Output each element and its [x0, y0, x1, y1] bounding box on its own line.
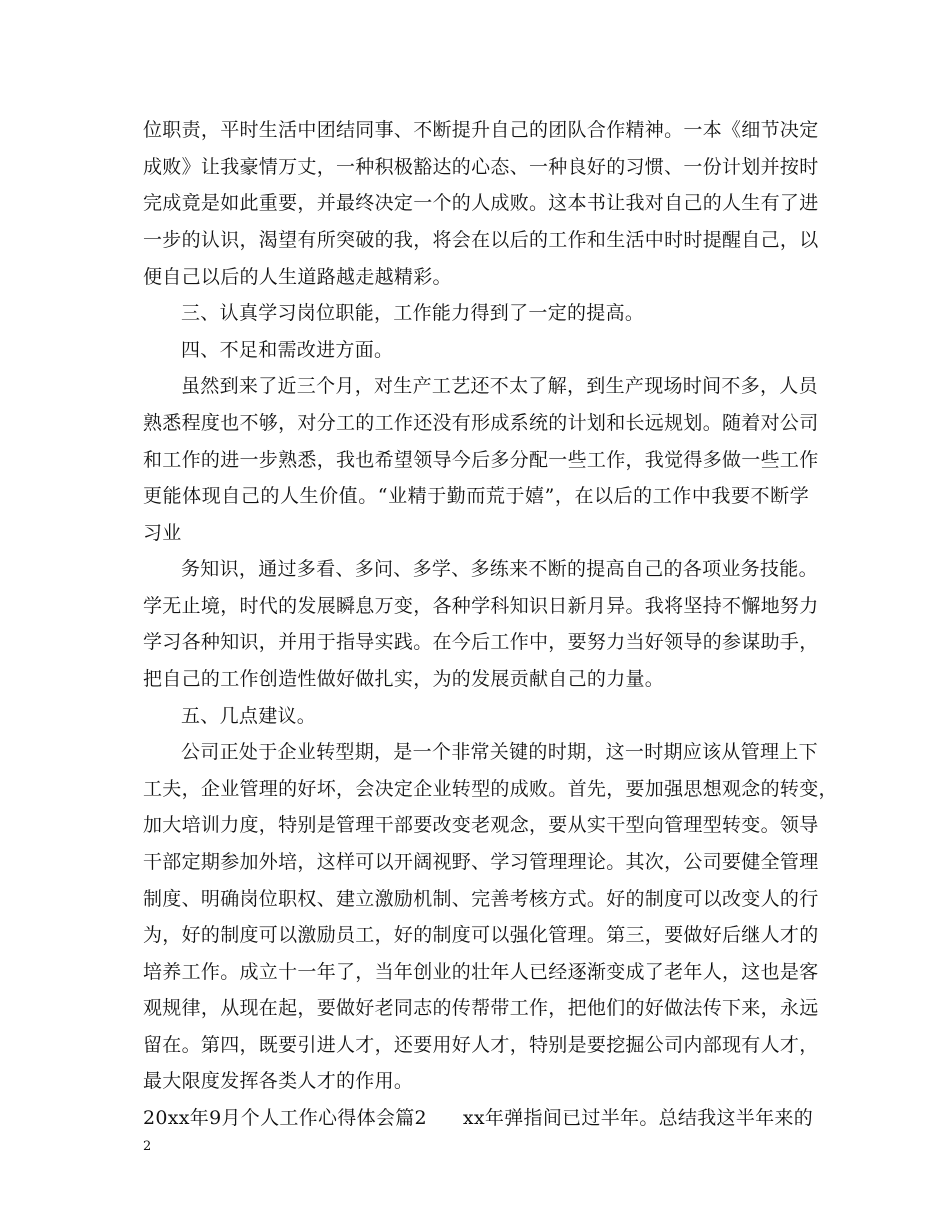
paragraph-line: 培养工作。成立十一年了，当年创业的壮年人已经逐渐变成了老年人，这也是客	[143, 961, 819, 983]
paragraph-line: 为，好的制度可以激励员工，好的制度可以强化管理。第三，要做好后继人才的	[143, 924, 819, 946]
section-heading: 四、不足和需改进方面。	[181, 339, 394, 361]
paragraph-line: 成败》让我豪情万丈，一种积极豁达的心态、一种良好的习惯、一份计划并按时	[143, 156, 819, 178]
paragraph-line: 务知识，通过多看、多问、多学、多练来不断的提高自己的各项业务技能。	[181, 558, 818, 580]
paragraph-line: 制度、明确岗位职权、建立激励机制、完善考核方式。好的制度可以改变人的行	[143, 888, 819, 910]
paragraph-line: 位职责，平时生活中团结同事、不断提升自己的团队合作精神。一本《细节决定	[143, 119, 819, 141]
paragraph-line: 最大限度发挥各类人才的作用。	[143, 1070, 414, 1092]
paragraph-line: 和工作的进一步熟悉，我也希望领导今后多分配一些工作，我觉得多做一些工作	[143, 449, 819, 471]
paragraph-line: 学无止境，时代的发展瞬息万变，各种学科知识日新月异。我将坚持不懈地努力	[143, 595, 819, 617]
page-number: 2	[143, 1139, 152, 1154]
paragraph-line: 干部定期参加外培，这样可以开阔视野、学习管理理论。其次，公司要健全管理	[143, 851, 819, 873]
paragraph-line: 一步的认识，渴望有所突破的我，将会在以后的工作和生活中时时提醒自己，以	[143, 229, 819, 251]
paragraph-line: 虽然到来了近三个月，对生产工艺还不太了解，到生产现场时间不多，人员	[181, 375, 818, 397]
section-heading: 三、认真学习岗位职能，工作能力得到了一定的提高。	[181, 302, 645, 324]
paragraph-line: 完成竟是如此重要，并最终决定一个的人成败。这本书让我对自己的人生有了进	[143, 192, 819, 214]
paragraph-line: 工夫，企业管理的好坏，会决定企业转型的成败。首先，要加强思想观念的转变，	[143, 778, 838, 800]
paragraph-line: 观规律，从现在起，要做好老同志的传帮带工作，把他们的好做法传下来，永远	[143, 997, 819, 1019]
section-heading: 五、几点建议。	[181, 705, 317, 727]
paragraph-line: 习业	[143, 522, 182, 544]
paragraph-line: 更能体现自己的人生价值。“业精于勤而荒于嬉”，在以后的工作中我要不断学	[143, 485, 809, 507]
article-opening-text: xx年弹指间已过半年。总结我这半年来的	[462, 1107, 814, 1129]
paragraph-line: 学习各种知识，并用于指导实践。在今后工作中，要努力当好领导的参谋助手，	[143, 631, 819, 653]
paragraph-line: 留在。第四，既要引进人才，还要用好人才，特别是要挖掘公司内部现有人才，	[143, 1034, 819, 1056]
paragraph-line: 把自己的工作创造性做好做扎实，为的发展贡献自己的力量。	[143, 668, 665, 690]
paragraph-line: 便自己以后的人生道路越走越精彩。	[143, 266, 452, 288]
paragraph-line: 公司正处于企业转型期，是一个非常关键的时期，这一时期应该从管理上下	[181, 741, 818, 763]
article-title-line	[143, 1105, 813, 1131]
paragraph-line: 加大培训力度，特别是管理干部要改变老观念，要从实干型向管理型转变。领导	[143, 814, 819, 836]
article-title: 20xx年9月个人工作心得体会篇2	[143, 1107, 427, 1129]
paragraph-line: 熟悉程度也不够，对分工的工作还没有形成系统的计划和长远规划。随着对公司	[143, 412, 819, 434]
